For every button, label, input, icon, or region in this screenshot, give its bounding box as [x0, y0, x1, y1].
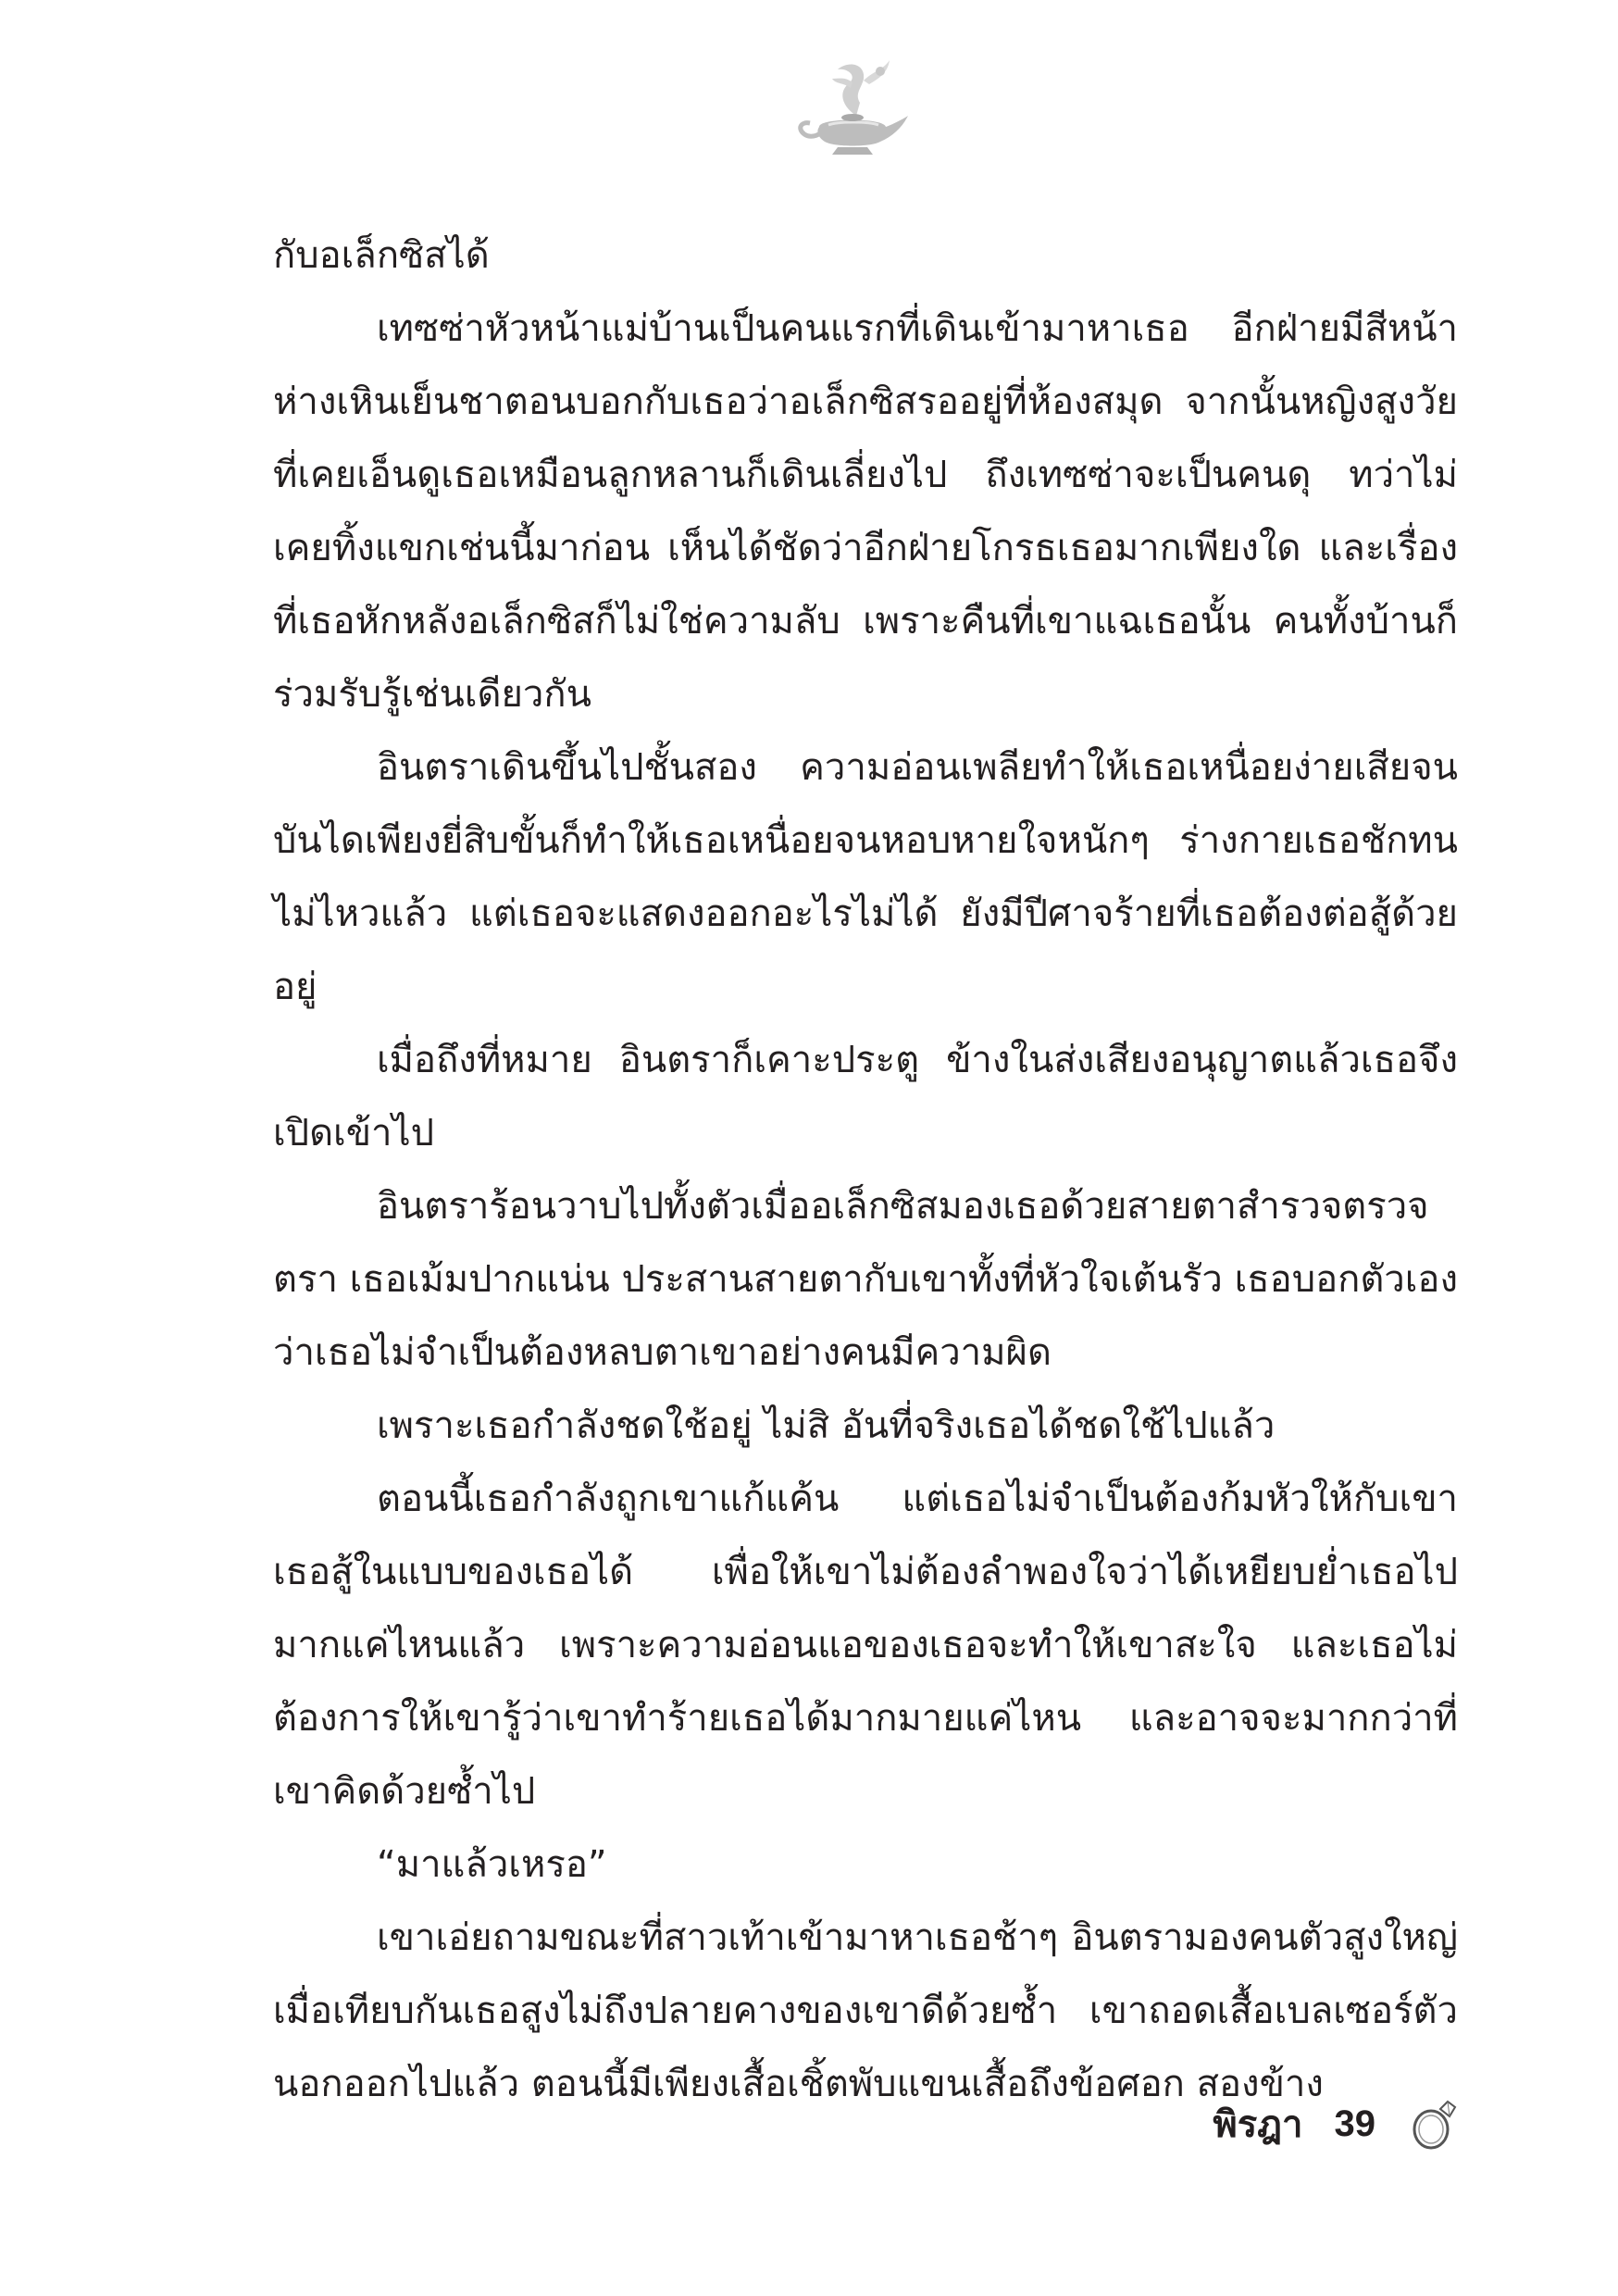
running-title: พิรฎา — [1213, 2103, 1303, 2146]
paragraph-1: เทซซ่าหัวหน้าแม่บ้านเป็นคนแรกที่เดินเข้ามาหาเธอ อีกฝ่ายมีสีหน้าห่างเหินเย็นชาตอนบอกกับเธอว่าอเล็กซิสรออยู่ที่ห้องสมุด จากนั้นหญิงสูงวัยที่เคยเอ็นดูเธอเหมือนลูกหลานก็เดินเลี่ยงไป ถึงเทซซ่าจะเป็นคนดุ ทว่าไม่เคยทิ้งแขกเช่นนี้มาก่อน เห็นได้ชัดว่าอีกฝ่ายโกรธเธอมากเพียงใด และเรื่องที่เธอหักหลังอเล็กซิสก็ไม่ใช่ความลับ เพราะคืนที่เขาแฉเธอนั้น คนทั้งบ้านก็ร่วมรับรู้เช่นเดียวกัน — [273, 307, 1458, 716]
page-number: 39 — [1334, 2103, 1375, 2144]
paragraph-2: อินตราเดินขึ้นไปชั้นสอง ความอ่อนเพลียทำให้เธอเหนื่อยง่ายเสียจนบันไดเพียงยี่สิบขั้นก็ทำให้เธอเหนื่อยจนหอบหายใจหนักๆ ร่างกายเธอชักทนไม่ไหวแล้ว แต่เธอจะแสดงออกอะไรไม่ได้ ยังมีปีศาจร้ายที่เธอต้องต่อสู้ด้วยอยู่ — [273, 746, 1458, 1008]
paragraph-4: อินตราร้อนวาบไปทั้งตัวเมื่ออเล็กซิสมองเธอด้วยสายตาสำรวจตรวจตรา เธอเม้มปากแน่น ประสานสายตากับเขาทั้งที่หัวใจเต้นรัว เธอบอกตัวเองว่าเธอไม่จำเป็นต้องหลบตาเขาอย่างคนมีความผิด — [273, 1185, 1458, 1374]
page-footer — [1213, 2094, 1462, 2153]
genie-lamp-icon — [791, 51, 912, 162]
paragraph-6: ตอนนี้เธอกำลังถูกเขาแก้แค้น แต่เธอไม่จำเป็นต้องก้มหัวให้กับเขา เธอสู้ในแบบของเธอได้ เพื่อให้เขาไม่ต้องลำพองใจว่าได้เหยียบย่ำเธอไปมากแค่ไหนแล้ว เพราะความอ่อนแอของเธอจะทำให้เขาสะใจ และเธอไม่ต้องการให้เขารู้ว่าเขาทำร้ายเธอได้มากมายแค่ไหน และอาจจะมากกว่าที่เขาคิดด้วยซ้ำไป — [273, 1478, 1458, 1813]
paragraph-7: “มาแล้วเหรอ” — [377, 1843, 607, 1886]
paragraph-3: เมื่อถึงที่หมาย อินตราก็เคาะประตู ข้างในส่งเสียงอนุญาตแล้วเธอจึงเปิดเข้าไป — [273, 1039, 1458, 1154]
paragraph-8: เขาเอ่ยถามขณะที่สาวเท้าเข้ามาหาเธอช้าๆ อินตรามองคนตัวสูงใหญ่เมื่อเทียบกันเธอสูงไม่ถึงปลายคางของเขาดีด้วยซ้ำ เขาถอดเสื้อเบลเซอร์ตัวนอกออกไปแล้ว ตอนนี้มีเพียงเสื้อเชิ้ตพับแขนเสื้อถึงข้อศอก สองข้าง — [273, 1916, 1458, 2105]
paragraph-5: เพราะเธอกำลังชดใช้อยู่ ไม่สิ อันที่จริงเธอได้ชดใช้ไปแล้ว — [377, 1404, 1276, 1447]
ring-icon — [1407, 2096, 1462, 2152]
body-text — [273, 219, 1458, 2121]
paragraph-0: กับอเล็กซิสได้ — [273, 234, 490, 277]
